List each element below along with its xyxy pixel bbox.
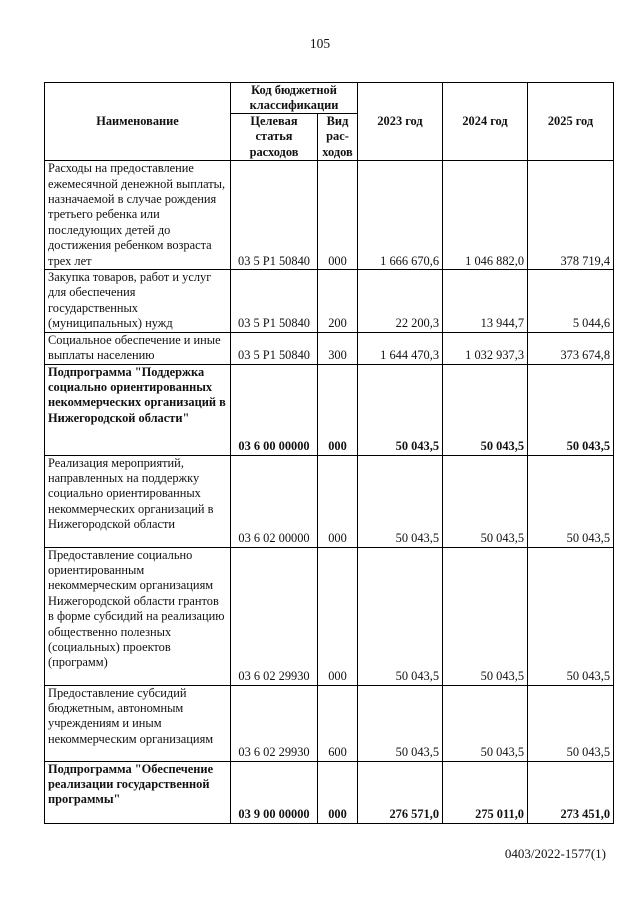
- row-value-2024: 1 046 882,0: [443, 161, 528, 270]
- row-target-article: 03 6 02 00000: [231, 455, 318, 547]
- row-name: Предоставление социально ориентированным некоммерческим организациям Нижегородской области грантов в форме субсидий на реализацию общественно полезных (социальных) проектов (программ): [45, 547, 231, 685]
- row-name: Предоставление субсидий бюджетным, автономным учреждениям и иным некоммерческим организациям: [45, 685, 231, 761]
- row-expense-type: 300: [318, 332, 358, 364]
- header-name: Наименование: [45, 83, 231, 161]
- row-value-2025: 378 719,4: [528, 161, 614, 270]
- row-value-2024: 50 043,5: [443, 455, 528, 547]
- row-name: Подпрограмма "Поддержка социально ориентированных некоммерческих организаций в Нижегородской области": [45, 364, 231, 455]
- table-row: [45, 761, 614, 823]
- row-target-article: 03 5 P1 50840: [231, 332, 318, 364]
- table-row: [45, 364, 614, 455]
- row-value-2023: 50 043,5: [358, 547, 443, 685]
- row-value-2023: 50 043,5: [358, 685, 443, 761]
- row-value-2024: 1 032 937,3: [443, 332, 528, 364]
- row-expense-type: 600: [318, 685, 358, 761]
- budget-table: [44, 82, 614, 824]
- row-name: Реализация мероприятий, направленных на поддержку социально ориентированных некоммерческих организаций в Нижегородской области: [45, 455, 231, 547]
- table-body: [45, 161, 614, 823]
- row-target-article: 03 5 P1 50840: [231, 161, 318, 270]
- row-value-2024: 50 043,5: [443, 685, 528, 761]
- header-code-group: Код бюджетной классификации: [231, 83, 358, 114]
- row-value-2023: 22 200,3: [358, 270, 443, 333]
- table-header: [45, 83, 614, 161]
- row-expense-type: 000: [318, 364, 358, 455]
- row-value-2024: 275 011,0: [443, 761, 528, 823]
- row-expense-type: 200: [318, 270, 358, 333]
- row-name: Закупка товаров, работ и услуг для обеспечения государственных (муниципальных) нужд: [45, 270, 231, 333]
- row-target-article: 03 6 00 00000: [231, 364, 318, 455]
- table-row: [45, 685, 614, 761]
- header-2025: 2025 год: [528, 83, 614, 161]
- row-value-2024: 50 043,5: [443, 547, 528, 685]
- row-value-2025: 50 043,5: [528, 685, 614, 761]
- table-row: [45, 547, 614, 685]
- header-target-article: Целевая статья расходов: [231, 114, 318, 161]
- table-row: [45, 455, 614, 547]
- row-value-2023: 50 043,5: [358, 364, 443, 455]
- row-value-2024: 13 944,7: [443, 270, 528, 333]
- row-value-2025: 50 043,5: [528, 364, 614, 455]
- row-expense-type: 000: [318, 161, 358, 270]
- header-2023: 2023 год: [358, 83, 443, 161]
- row-value-2025: 373 674,8: [528, 332, 614, 364]
- row-target-article: 03 6 02 29930: [231, 547, 318, 685]
- row-name: Подпрограмма "Обеспечение реализации государственной программы": [45, 761, 231, 823]
- row-expense-type: 000: [318, 761, 358, 823]
- table-row: [45, 270, 614, 333]
- header-2024: 2024 год: [443, 83, 528, 161]
- row-name: Социальное обеспечение и иные выплаты населению: [45, 332, 231, 364]
- table-row: [45, 332, 614, 364]
- row-value-2024: 50 043,5: [443, 364, 528, 455]
- table-row: [45, 161, 614, 270]
- row-value-2023: 1 644 470,3: [358, 332, 443, 364]
- document-number: 0403/2022-1577(1): [504, 846, 606, 861]
- row-value-2025: 273 451,0: [528, 761, 614, 823]
- row-name: Расходы на предоставление ежемесячной денежной выплаты, назначаемой в случае рождения третьего ребенка или последующих детей до достижения ребенком возраста трех лет: [45, 161, 231, 270]
- row-expense-type: 000: [318, 455, 358, 547]
- row-value-2023: 276 571,0: [358, 761, 443, 823]
- row-target-article: 03 6 02 29930: [231, 685, 318, 761]
- row-value-2023: 1 666 670,6: [358, 161, 443, 270]
- page-number: 105: [309, 36, 331, 51]
- row-target-article: 03 5 P1 50840: [231, 270, 318, 333]
- row-expense-type: 000: [318, 547, 358, 685]
- row-value-2025: 50 043,5: [528, 547, 614, 685]
- row-value-2023: 50 043,5: [358, 455, 443, 547]
- row-target-article: 03 9 00 00000: [231, 761, 318, 823]
- row-value-2025: 5 044,6: [528, 270, 614, 333]
- header-expense-type: Вид рас-ходов: [318, 114, 358, 161]
- row-value-2025: 50 043,5: [528, 455, 614, 547]
